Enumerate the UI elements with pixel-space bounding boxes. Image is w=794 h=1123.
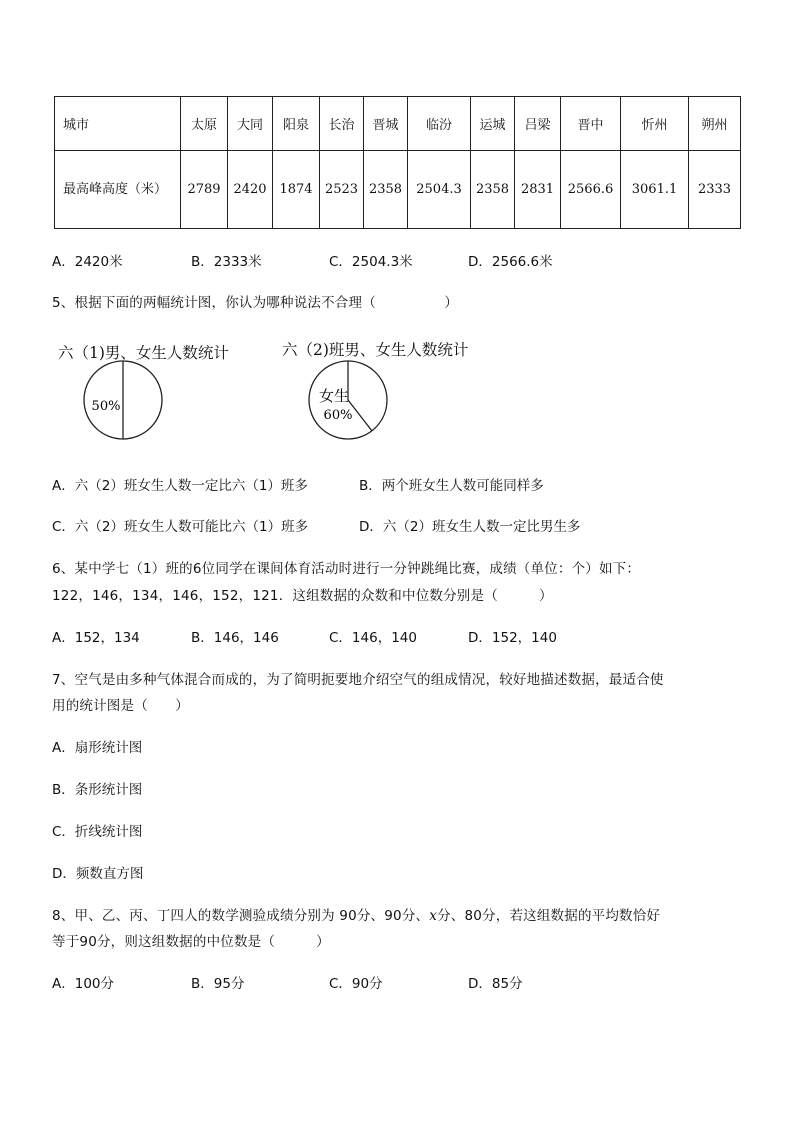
q8-option-c[interactable]: C．90分 [329, 976, 383, 992]
table-cell: 2789 [181, 151, 228, 229]
q6-question-line-1: 6、某中学七（1）班的6位同学在课间体育活动时进行一分钟跳绳比赛，成绩（单位：个）如下： [52, 561, 641, 577]
table-row [55, 151, 741, 229]
table-header-cell: 临汾 [408, 97, 471, 151]
q4-option-a[interactable]: A．2420米 [52, 254, 123, 270]
q6-question-line-2: 122，146，134，146，152，121．这组数据的众数和中位数分别是（ ） [52, 588, 553, 604]
table-row-label: 最高峰高度（米） [55, 151, 181, 229]
elevation-table [54, 96, 741, 229]
q7-question-line-2: 用的统计图是（ ） [52, 698, 189, 714]
table-header-cell: 运城 [471, 97, 515, 151]
table-cell: 2358 [471, 151, 515, 229]
q4-option-b[interactable]: B．2333米 [191, 254, 262, 270]
table-header-cell: 阳泉 [273, 97, 320, 151]
pie-chart-1-title: 六（1)男、女生人数统计 [58, 344, 229, 362]
pie-chart-1 [80, 358, 168, 446]
table-header-cell: 忻州 [621, 97, 689, 151]
pie-chart-2-title: 六（2)班男、女生人数统计 [282, 341, 469, 359]
pie-2-label-percent: 60% [323, 408, 353, 423]
table-cell: 2523 [320, 151, 364, 229]
table-header-cell: 长治 [320, 97, 364, 151]
pie-chart-2 [306, 358, 394, 446]
q8-option-a[interactable]: A．100分 [52, 976, 115, 992]
q7-option-d[interactable]: D．频数直方图 [52, 866, 144, 882]
table-cell: 3061.1 [621, 151, 689, 229]
q5-option-a[interactable]: A．六（2）班女生人数一定比六（1）班多 [52, 478, 308, 494]
q4-option-c[interactable]: C．2504.3米 [329, 254, 413, 270]
pie-1-label: 50% [91, 399, 121, 414]
q7-option-a[interactable]: A．扇形统计图 [52, 740, 143, 756]
q8-question-line-2: 等于90分，则这组数据的中位数是（ ） [52, 934, 330, 950]
q8-question-line-1 [52, 904, 660, 924]
table-cell: 2358 [364, 151, 408, 229]
q6-option-d[interactable]: D．152，140 [468, 630, 557, 646]
table-header-cell: 朔州 [689, 97, 741, 151]
table-cell: 2831 [515, 151, 561, 229]
q7-option-c[interactable]: C．折线统计图 [52, 824, 143, 840]
table-header-cell: 大同 [228, 97, 273, 151]
table-header-cell: 晋中 [561, 97, 621, 151]
q7-option-b[interactable]: B．条形统计图 [52, 782, 143, 798]
table-cell: 2420 [228, 151, 273, 229]
q5-option-d[interactable]: D．六（2）班女生人数一定比男生多 [359, 519, 581, 535]
q5-question: 5、根据下面的两幅统计图，你认为哪种说法不合理（ ） [52, 295, 459, 311]
pie-2-label-girls: 女生 [318, 387, 350, 405]
table-header-cell: 吕梁 [515, 97, 561, 151]
q5-option-c[interactable]: C．六（2）班女生人数可能比六（1）班多 [52, 519, 309, 535]
table-header-cell: 城市 [55, 97, 181, 151]
table-cell: 2566.6 [561, 151, 621, 229]
table-header-cell: 晋城 [364, 97, 408, 151]
q6-option-b[interactable]: B．146，146 [191, 630, 279, 646]
q8-variable-x: x [429, 908, 438, 924]
table-cell: 1874 [273, 151, 320, 229]
table-header-row [55, 97, 741, 151]
table-header-cell: 太原 [181, 97, 228, 151]
q8-option-b[interactable]: B．95分 [191, 976, 245, 992]
q6-option-a[interactable]: A．152，134 [52, 630, 140, 646]
table-cell: 2333 [689, 151, 741, 229]
q7-question-line-1: 7、空气是由多种气体混合而成的，为了简明扼要地介绍空气的组成情况，较好地描述数据，最适合使 [52, 672, 664, 688]
q8-option-d[interactable]: D．85分 [468, 976, 523, 992]
q6-option-c[interactable]: C．146，140 [329, 630, 417, 646]
q5-option-b[interactable]: B．两个班女生人数可能同样多 [359, 478, 544, 494]
q8-text-a: 8、甲、乙、丙、丁四人的数学测验成绩分别为 90分、90分、 [52, 908, 430, 924]
q4-option-d[interactable]: D．2566.6米 [468, 254, 553, 270]
table-cell: 2504.3 [408, 151, 471, 229]
q8-text-b: 分、80分，若这组数据的平均数恰好 [437, 908, 661, 924]
